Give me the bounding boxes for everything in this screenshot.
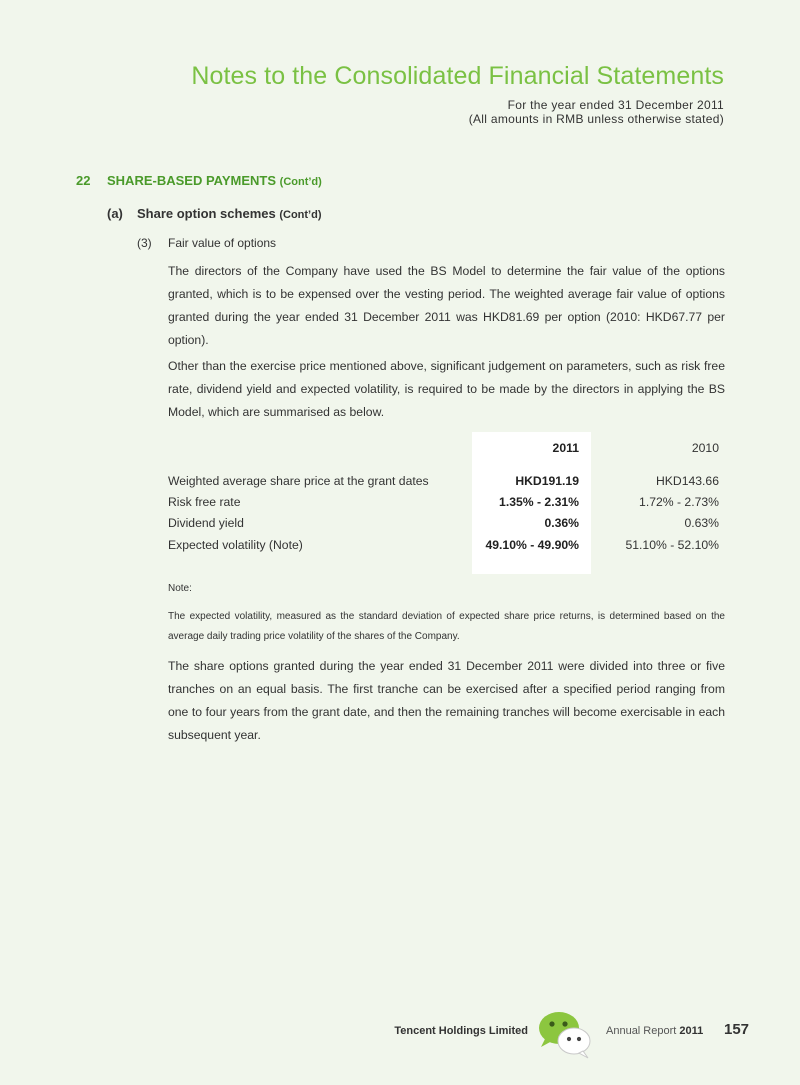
subsection-cont: (Cont’d) — [279, 209, 322, 221]
paragraph-tranches: The share options granted during the year ended 31 December 2011 were divided into three or five tranches on an equal basis. The first tranche can be exercised after a specified period ranging from one to four years from the grant date, and then the remaining tranches will become exercisable in each subsequent year. — [168, 659, 725, 742]
wechat-logo-icon — [535, 1008, 595, 1060]
table-row — [168, 516, 725, 536]
paragraph-parameters: Other than the exercise price mentioned above, significant judgement on parameters, such as risk free rate, dividend yield and expected volatility, is required to be made by the directors in applying the BS Model, which are summarised as below. — [168, 359, 725, 419]
company-name: Tencent Holdings Limited — [394, 1025, 528, 1037]
item-number: (3) — [137, 236, 152, 250]
table-row — [168, 495, 725, 515]
report-label-text: Annual Report — [606, 1025, 677, 1037]
row-value-2010: 1.72% - 2.73% — [639, 495, 719, 509]
page-number: 157 — [724, 1021, 750, 1038]
table-header-row — [168, 441, 725, 461]
item-heading — [137, 236, 276, 250]
report-label — [606, 1025, 703, 1037]
subsection-number: (a) — [107, 206, 123, 221]
period-subtitle: For the year ended 31 December 2011 — [507, 98, 724, 112]
section-cont: (Cont’d) — [279, 176, 322, 188]
row-value-2010: 51.10% - 52.10% — [625, 538, 719, 552]
item-title: Fair value of options — [168, 236, 277, 250]
row-label: Weighted average share price at the grant dates — [168, 474, 429, 488]
note-text: The expected volatility, measured as the standard deviation of expected share price returns, is determined based on the average daily trading price volatility of the shares of the Company. — [168, 611, 725, 642]
row-label: Dividend yield — [168, 516, 244, 530]
section-heading — [76, 173, 322, 188]
column-header-2010: 2010 — [691, 441, 719, 455]
row-label: Expected volatility (Note) — [168, 538, 303, 552]
paragraph-fair-value: The directors of the Company have used the BS Model to determine the fair value of the options granted, which is to be expensed over the vesting period. The weighted average fair value of options granted during the year ended 31 December 2011 was HKD81.69 per option (2010: HKD67.77 per option). — [168, 264, 725, 347]
section-title: SHARE-BASED PAYMENTS — [107, 173, 277, 188]
row-label: Risk free rate — [168, 495, 241, 509]
row-value-2010: 0.63% — [684, 516, 719, 530]
page-footer — [0, 1016, 800, 1066]
note-label: Note: — [168, 583, 192, 594]
table-row — [168, 474, 725, 494]
section-number: 22 — [76, 173, 91, 188]
row-value-2011: 49.10% - 49.90% — [485, 538, 579, 552]
row-value-2010: HKD143.66 — [655, 474, 719, 488]
column-header-2011: 2011 — [552, 441, 579, 455]
page-title: Notes to the Consolidated Financial Statements — [191, 62, 724, 90]
row-value-2011: 1.35% - 2.31% — [499, 495, 579, 509]
table-row — [168, 538, 725, 558]
subsection-heading — [107, 206, 322, 221]
report-year: 2011 — [679, 1025, 704, 1037]
row-value-2011: HKD191.19 — [515, 474, 579, 488]
row-value-2011: 0.36% — [544, 516, 579, 530]
currency-subtitle: (All amounts in RMB unless otherwise stated) — [468, 112, 724, 126]
subsection-title: Share option schemes — [137, 206, 276, 221]
